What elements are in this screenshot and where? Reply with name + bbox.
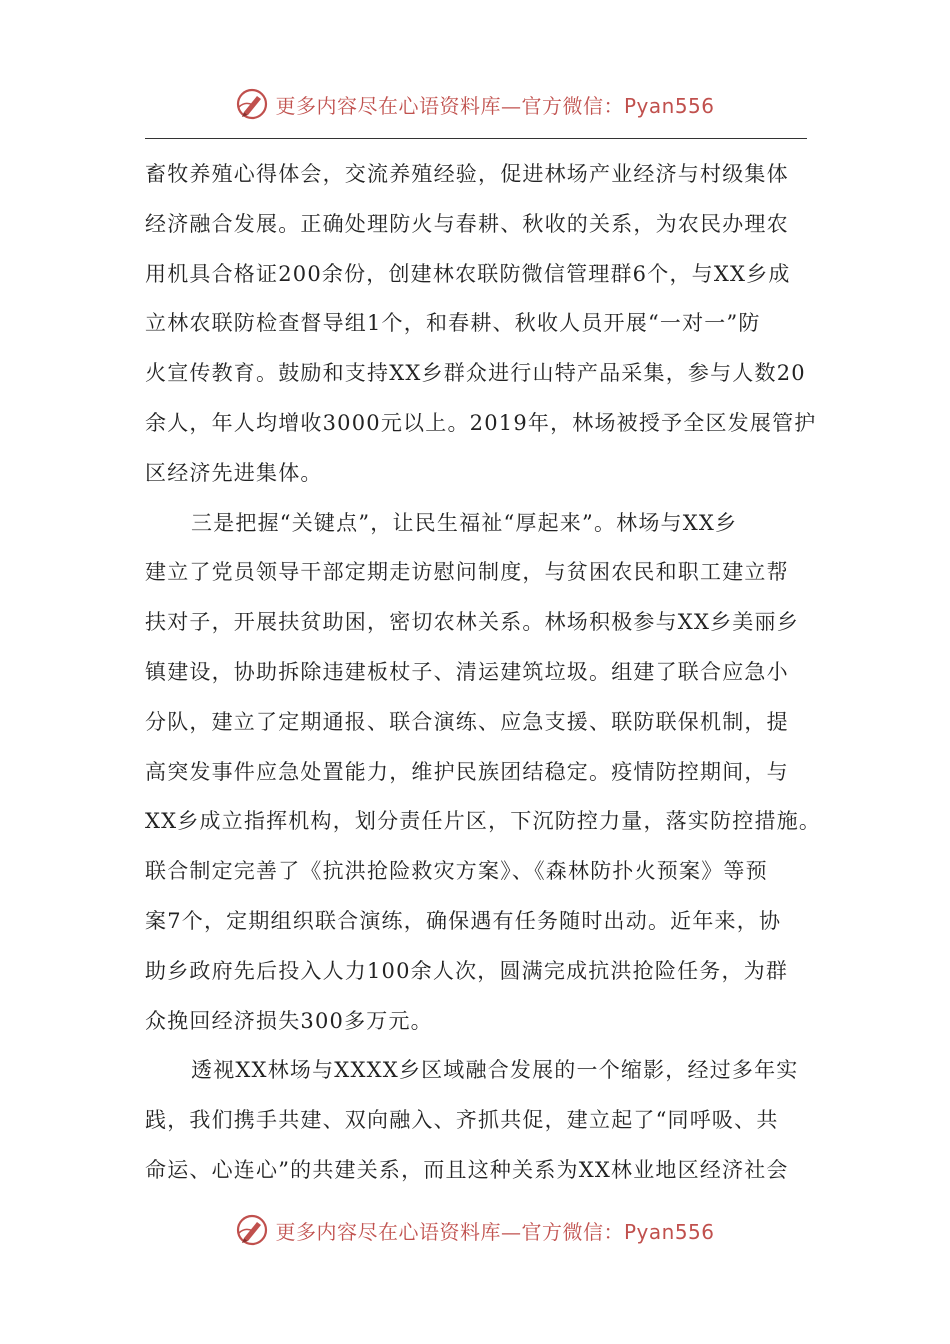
text-line: 立林农联防检查督导组1个，和春耕、秋收人员开展“一对一”防 (145, 311, 761, 336)
text-line: XX乡成立指挥机构，划分责任片区，下沉防控力量，落实防控措施。 (145, 809, 822, 834)
header-banner (0, 84, 950, 124)
header-banner-text (275, 90, 714, 119)
header-wechat-id: Pyan556 (623, 93, 715, 118)
header-divider (145, 138, 807, 139)
text-line: 高突发事件应急处置能力，维护民族团结稳定。疫情防控期间，与 (145, 759, 789, 784)
text-line: 镇建设，协助拆除违建板杖子、清运建筑垃圾。组建了联合应急小 (145, 659, 789, 684)
footer-banner (0, 1210, 950, 1250)
text-line: 命运、心连心”的共建关系，而且这种关系为XX林业地区经济社会 (145, 1157, 789, 1182)
footer-wechat-id: Pyan556 (623, 1219, 715, 1244)
text-line: 分队，建立了定期通报、联合演练、应急支援、联防联保机制，提 (145, 709, 789, 734)
document-body (145, 150, 822, 1196)
text-line: 联合制定完善了《抗洪抢险救灾方案》、《森林防扑火预案》等预 (145, 859, 768, 884)
pen-logo-icon (235, 1213, 269, 1247)
footer-banner-label: 更多内容尽在心语资料库—官方微信： (275, 1219, 624, 1244)
text-line: 众挽回经济损失300多万元。 (145, 1008, 433, 1033)
text-line: 畜牧养殖心得体会，交流养殖经验，促进林场产业经济与村级集体 (145, 162, 789, 186)
text-line: 火宣传教育。鼓励和支持XX乡群众进行山特产品采集，参与人数20 (145, 361, 806, 386)
text-line: 三是把握“关键点”，让民生福祉“厚起来”。林场与XX乡 (191, 510, 738, 535)
text-line: 践，我们携手共建、双向融入、齐抓共促，建立起了“同呼吸、共 (145, 1108, 779, 1133)
text-line: 区经济先进集体。 (145, 460, 323, 485)
text-line: 透视XX林场与XXXX乡区域融合发展的一个缩影，经过多年实 (191, 1058, 799, 1083)
text-line: 经济融合发展。正确处理防火与春耕、秋收的关系，为农民办理农 (145, 211, 789, 236)
header-banner-label: 更多内容尽在心语资料库—官方微信： (275, 93, 624, 118)
text-line: 案7个，定期组织联合演练，确保遇有任务随时出动。近年来，协 (145, 908, 782, 933)
text-line: 建立了党员领导干部定期走访慰问制度，与贫困农民和职工建立帮 (145, 560, 789, 585)
text-line: 用机具合格证200余份，创建林农联防微信管理群6个，与XX乡成 (145, 261, 791, 286)
pen-logo-icon (235, 87, 269, 121)
footer-banner-text (275, 1216, 714, 1245)
text-line: 扶对子，开展扶贫助困，密切农林关系。林场积极参与XX乡美丽乡 (145, 610, 799, 635)
text-line: 余人，年人均增收3000元以上。2019年，林场被授予全区发展管护 (145, 410, 817, 435)
text-line: 助乡政府先后投入人力100余人次，圆满完成抗洪抢险任务，为群 (145, 958, 789, 983)
